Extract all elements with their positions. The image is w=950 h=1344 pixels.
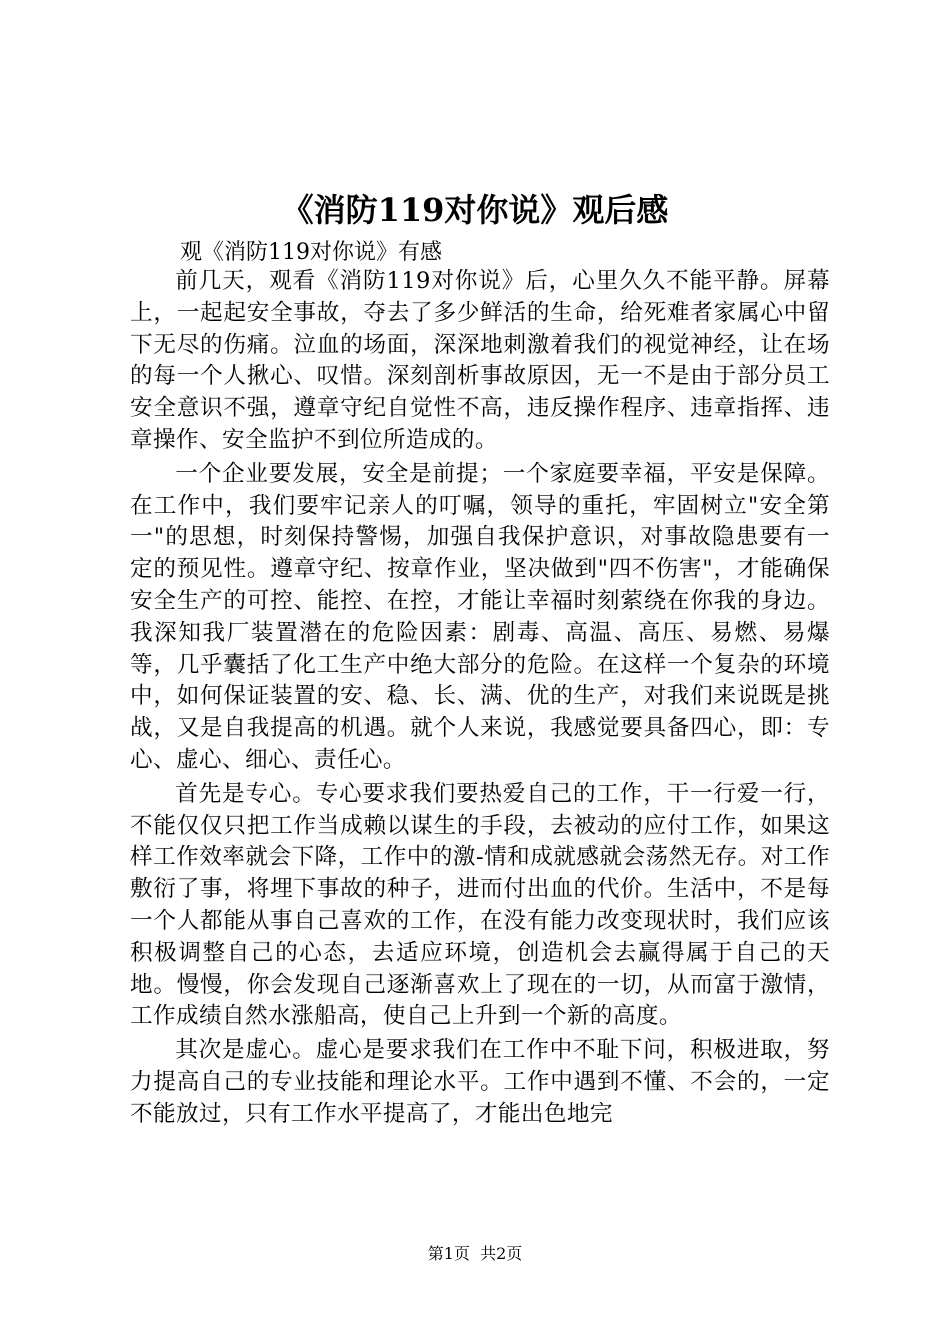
document-subtitle: 观《消防119对你说》有感 [180,240,442,265]
paragraph-2: 一个企业要发展，安全是前提；一个家庭要幸福，平安是保障。在工作中，我们要牢记亲人的叮嘱，领导的重托，牢固树立"安全第一"的思想，时刻保持警惕，加强自我保护意识，对事故隐患要有一定的预见性。遵章守纪、按章作业，坚决做到"四不伤害"，才能确保安全生产的可控、能控、在控，才能让幸福时刻萦绕在你我的身边。我深知我厂装置潜在的危险因素：剧毒、高温、高压、易燃、易爆等，几乎囊括了化工生产中绝大部分的危险。在这样一个复杂的环境中，如何保证装置的安、稳、长、满、优的生产，对我们来说既是挑战，又是自我提高的机遇。就个人来说，我感觉要具备四心，即：专心、虚心、细心、责任心。 [130,460,830,773]
page-footer: 第1页 共2页 [427,1244,523,1263]
paragraph-4: 其次是虚心。虚心是要求我们在工作中不耻下问，积极进取，努力提高自己的专业技能和理论水平。工作中遇到不懂、不会的，一定不能放过，只有工作水平提高了，才能出色地完 [130,1037,830,1127]
document-title: 《消防119对你说》观后感 [281,191,669,229]
paragraph-1: 前几天，观看《消防119对你说》后，心里久久不能平静。屏幕上，一起起安全事故，夺去了多少鲜活的生命，给死难者家属心中留下无尽的伤痛。泣血的场面，深深地刺激着我们的视觉神经，让在场的每一个人揪心、叹惜。深刻剖析事故原因，无一不是由于部分员工安全意识不强，遵章守纪自觉性不高，违反操作程序、违章指挥、违章操作、安全监护不到位所造成的。 [130,268,830,453]
paragraph-3: 首先是专心。专心要求我们要热爱自己的工作，干一行爱一行，不能仅仅只把工作当成赖以谋生的手段，去被动的应付工作，如果这样工作效率就会下降，工作中的激-情和成就感就会荡然无存。对工作敷衍了事，将埋下事故的种子，进而付出血的代价。生活中，不是每一个人都能从事自己喜欢的工作，在没有能力改变现状时，我们应该积极调整自己的心态，去适应环境，创造机会去赢得属于自己的天地。慢慢，你会发现自己逐渐喜欢上了现在的一切，从而富于激情，工作成绩自然水涨船高，使自己上升到一个新的高度。 [130,780,830,1030]
document-body [130,266,830,1133]
